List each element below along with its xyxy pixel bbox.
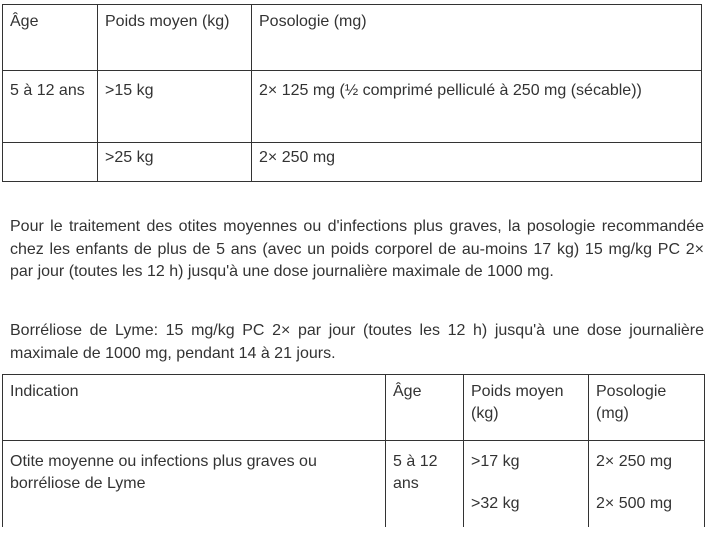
cell-indication: Otite moyenne ou infections plus graves ou borréliose de Lyme	[3, 441, 386, 534]
dose-value: 2× 250 mg	[596, 453, 673, 470]
table-row	[3, 143, 702, 182]
header-indication: Indication	[3, 375, 386, 441]
header-weight: Poids moyen (kg)	[98, 5, 252, 71]
header-age: Âge	[3, 5, 98, 71]
paragraph-lyme: Borréliose de Lyme: 15 mg/kg PC 2× par jour (toutes les 12 h) jusqu'à une dose journalière maximale de 1000 mg, pendant 14 à 21 jours.	[10, 322, 704, 362]
header-dosage: Posologie (mg)	[252, 5, 702, 71]
cell-age	[3, 143, 98, 182]
cell-weight: >25 kg	[98, 143, 252, 182]
table-row	[3, 71, 702, 143]
cell-weight: >15 kg	[98, 71, 252, 143]
paragraph-otitis: Pour le traitement des otites moyennes ou d'infections plus graves, la posologie recommandée chez les enfants de plus de 5 ans (avec un poids corporel de au-moins 17 kg) 15 mg/kg PC 2× par jour (toutes les 12 h) jusqu'à une dose journalière maximale de 1000 mg.	[10, 218, 704, 280]
header-age: Âge	[386, 375, 464, 441]
cell-dosage: 2× 125 mg (½ comprimé pelliculé à 250 mg (sécable))	[252, 71, 702, 143]
dosage-table-1	[2, 4, 702, 182]
page-cutoff	[0, 527, 706, 537]
table-row	[3, 441, 705, 534]
cell-age: 5 à 12 ans	[386, 441, 464, 534]
cell-age: 5 à 12 ans	[3, 71, 98, 143]
header-weight: Poids moyen (kg)	[464, 375, 589, 441]
dose-value: 2× 500 mg	[596, 495, 673, 512]
header-dosage: Posologie (mg)	[589, 375, 705, 441]
table-header-row	[3, 5, 702, 71]
cell-weight	[464, 441, 589, 534]
cell-dosage	[589, 441, 705, 534]
weight-value: >17 kg	[471, 453, 520, 470]
dosage-table-2	[2, 374, 705, 534]
cell-dosage: 2× 250 mg	[252, 143, 702, 182]
weight-value: >32 kg	[471, 495, 520, 512]
table-header-row	[3, 375, 705, 441]
